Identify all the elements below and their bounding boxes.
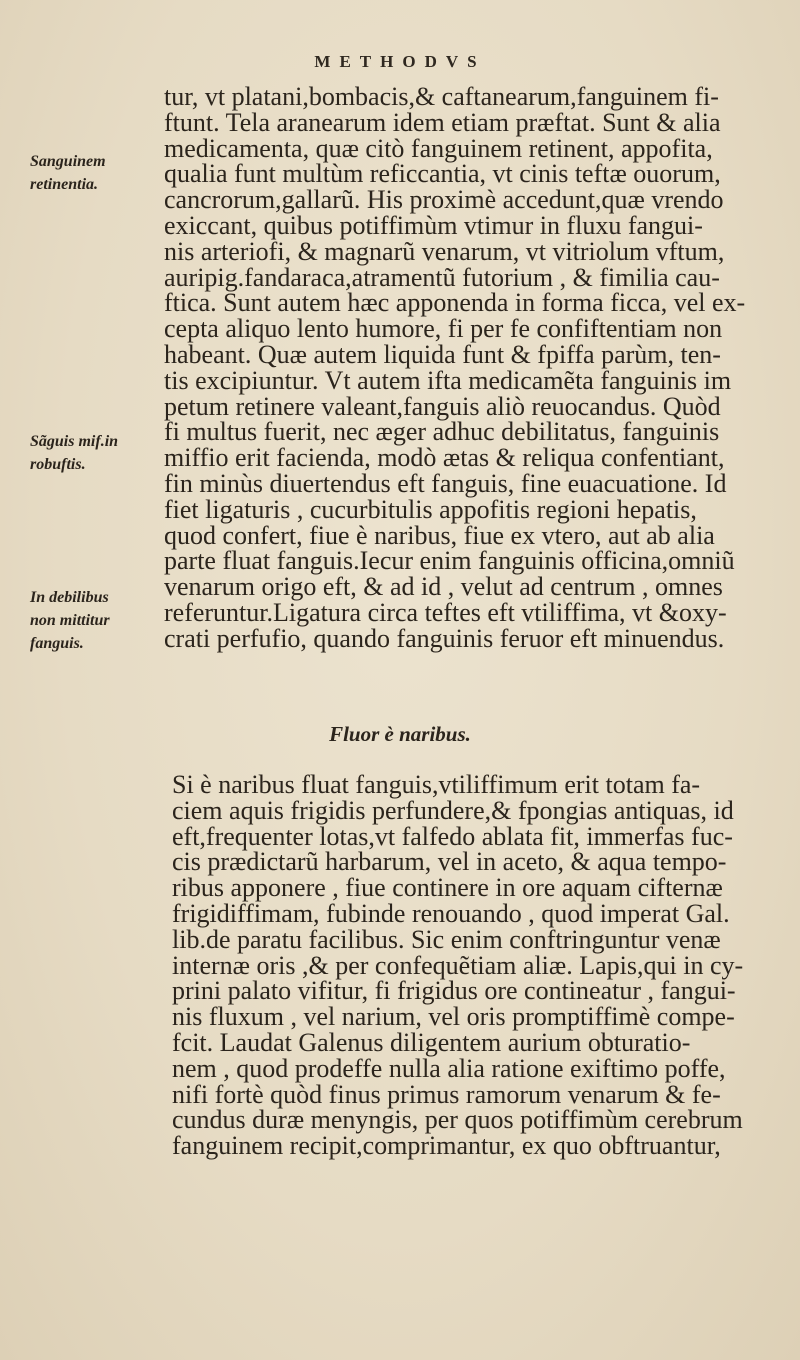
margin-note-line: robuftis.: [30, 456, 86, 473]
margin-note-line: retinentia.: [30, 176, 99, 193]
section-heading: Fluor è naribus.: [329, 722, 471, 746]
text-line: nifi fortè quòd finus primus ramorum venarum & fe-: [172, 1079, 721, 1109]
margin-note-sanguinem-retinentia: [30, 150, 155, 196]
text-line: cundus duræ menyngis, per quos potiffimùm cerebrum: [172, 1105, 743, 1135]
running-head: METHODVS: [314, 52, 486, 71]
margin-note-line: Sanguinem: [30, 153, 106, 170]
text-line: Si è naribus fluat fanguis,vtiliffimum erit totam fa-: [172, 770, 701, 799]
text-line: exiccant, quibus potiffimùm vtimur in fluxu fangui-: [164, 210, 703, 240]
text-line: fcit. Laudat Galenus diligentem aurium obturatio-: [172, 1027, 691, 1057]
text-line: fiet ligaturis , cucurbitulis appofitis regioni hepatis,: [164, 494, 697, 524]
margin-note-sanguis-mittendus: [30, 430, 155, 476]
text-line: fin minùs diuertendus eft fanguis, fine euacuatione. Id: [164, 468, 727, 498]
text-line: ribus apponere , fiue continere in ore aquam cifternæ: [172, 873, 723, 903]
text-line: tur, vt platani,bombacis,& caftanearum,fanguinem fi-: [164, 82, 719, 111]
text-line: habeant. Quæ autem liquida funt & fpiffa parùm, ten-: [164, 339, 721, 369]
text-line: crati perfufio, quando fanguinis feruor eft minuendus.: [164, 623, 725, 653]
margin-note-line: In debilibus: [30, 589, 109, 606]
text-line: miffio erit facienda, modò ætas & reliqua confentiant,: [164, 443, 725, 473]
text-line: parte fluat fanguis.Iecur enim fanguinis officina,omniũ: [164, 546, 735, 576]
text-line: lib.de paratu facilibus. Sic enim conftringuntur venæ: [172, 924, 721, 954]
text-line: eft,frequenter lotas,vt falfedo ablata fit, immerfas fuc-: [172, 821, 733, 851]
text-line: ftunt. Tela aranearum idem etiam præftat. Sunt & alia: [164, 107, 721, 137]
text-line: tis excipiuntur. Vt autem ifta medicamẽta fanguinis im: [164, 365, 732, 395]
text-line: venarum origo eft, & ad id , velut ad centrum , omnes: [164, 572, 723, 602]
body-text-block-1: [164, 84, 784, 652]
text-line: quod confert, fiue è naribus, fiue ex vtero, aut ab alia: [164, 520, 715, 550]
text-line: referuntur.Ligatura circa teftes eft vtiliffima, vt &oxy-: [164, 597, 727, 627]
text-line: nis fluxum , vel narium, vel oris promptiffimè compe-: [172, 1002, 735, 1032]
text-line: nis arteriofi, & magnarũ venarum, vt vitriolum vftum,: [164, 236, 725, 266]
margin-note-line: Sãguis mif.in: [30, 433, 119, 450]
text-line: qualia funt multùm reficcantia, vt cinis teftæ ouorum,: [164, 159, 721, 189]
body-text-block-2: [172, 772, 784, 1159]
margin-note-line: fanguis.: [30, 635, 84, 652]
text-line: petum retinere valeant,fanguis aliò reuocandus. Quòd: [164, 391, 721, 421]
text-line: cepta aliquo lento humore, fi per fe confiftentiam non: [164, 314, 723, 344]
text-line: fanguinem recipit,comprimantur, ex quo obftruantur,: [172, 1131, 721, 1161]
text-line: cis prædictarũ harbarum, vel in aceto, & aqua tempo-: [172, 847, 727, 877]
text-line: nem , quod prodeffe nulla alia ratione exiftimo poffe,: [172, 1053, 726, 1083]
text-line: ciem aquis frigidis perfundere,& fpongias antiquas, id: [172, 795, 734, 825]
text-line: auripig.fandaraca,atramentũ futorium , & fimilia cau-: [164, 262, 720, 292]
text-line: ftica. Sunt autem hæc apponenda in forma ficca, vel ex-: [164, 288, 746, 318]
text-line: medicamenta, quæ citò fanguinem retinent, appofita,: [164, 133, 713, 163]
text-line: fi multus fuerit, nec æger adhuc debilitatus, fanguinis: [164, 417, 720, 447]
text-line: cancrorum,gallarũ. His proximè accedunt,quæ vrendo: [164, 185, 724, 215]
text-line: frigidiffimam, fubinde renouando , quod imperat Gal.: [172, 898, 730, 928]
text-line: prini palato vifitur, fi frigidus ore contineatur , fangui-: [172, 976, 736, 1006]
margin-note-line: non mittitur: [30, 612, 110, 629]
text-line: internæ oris ,& per confequẽtiam aliæ. Lapis,qui in cy-: [172, 950, 744, 980]
margin-note-in-debilibus: [30, 586, 155, 655]
